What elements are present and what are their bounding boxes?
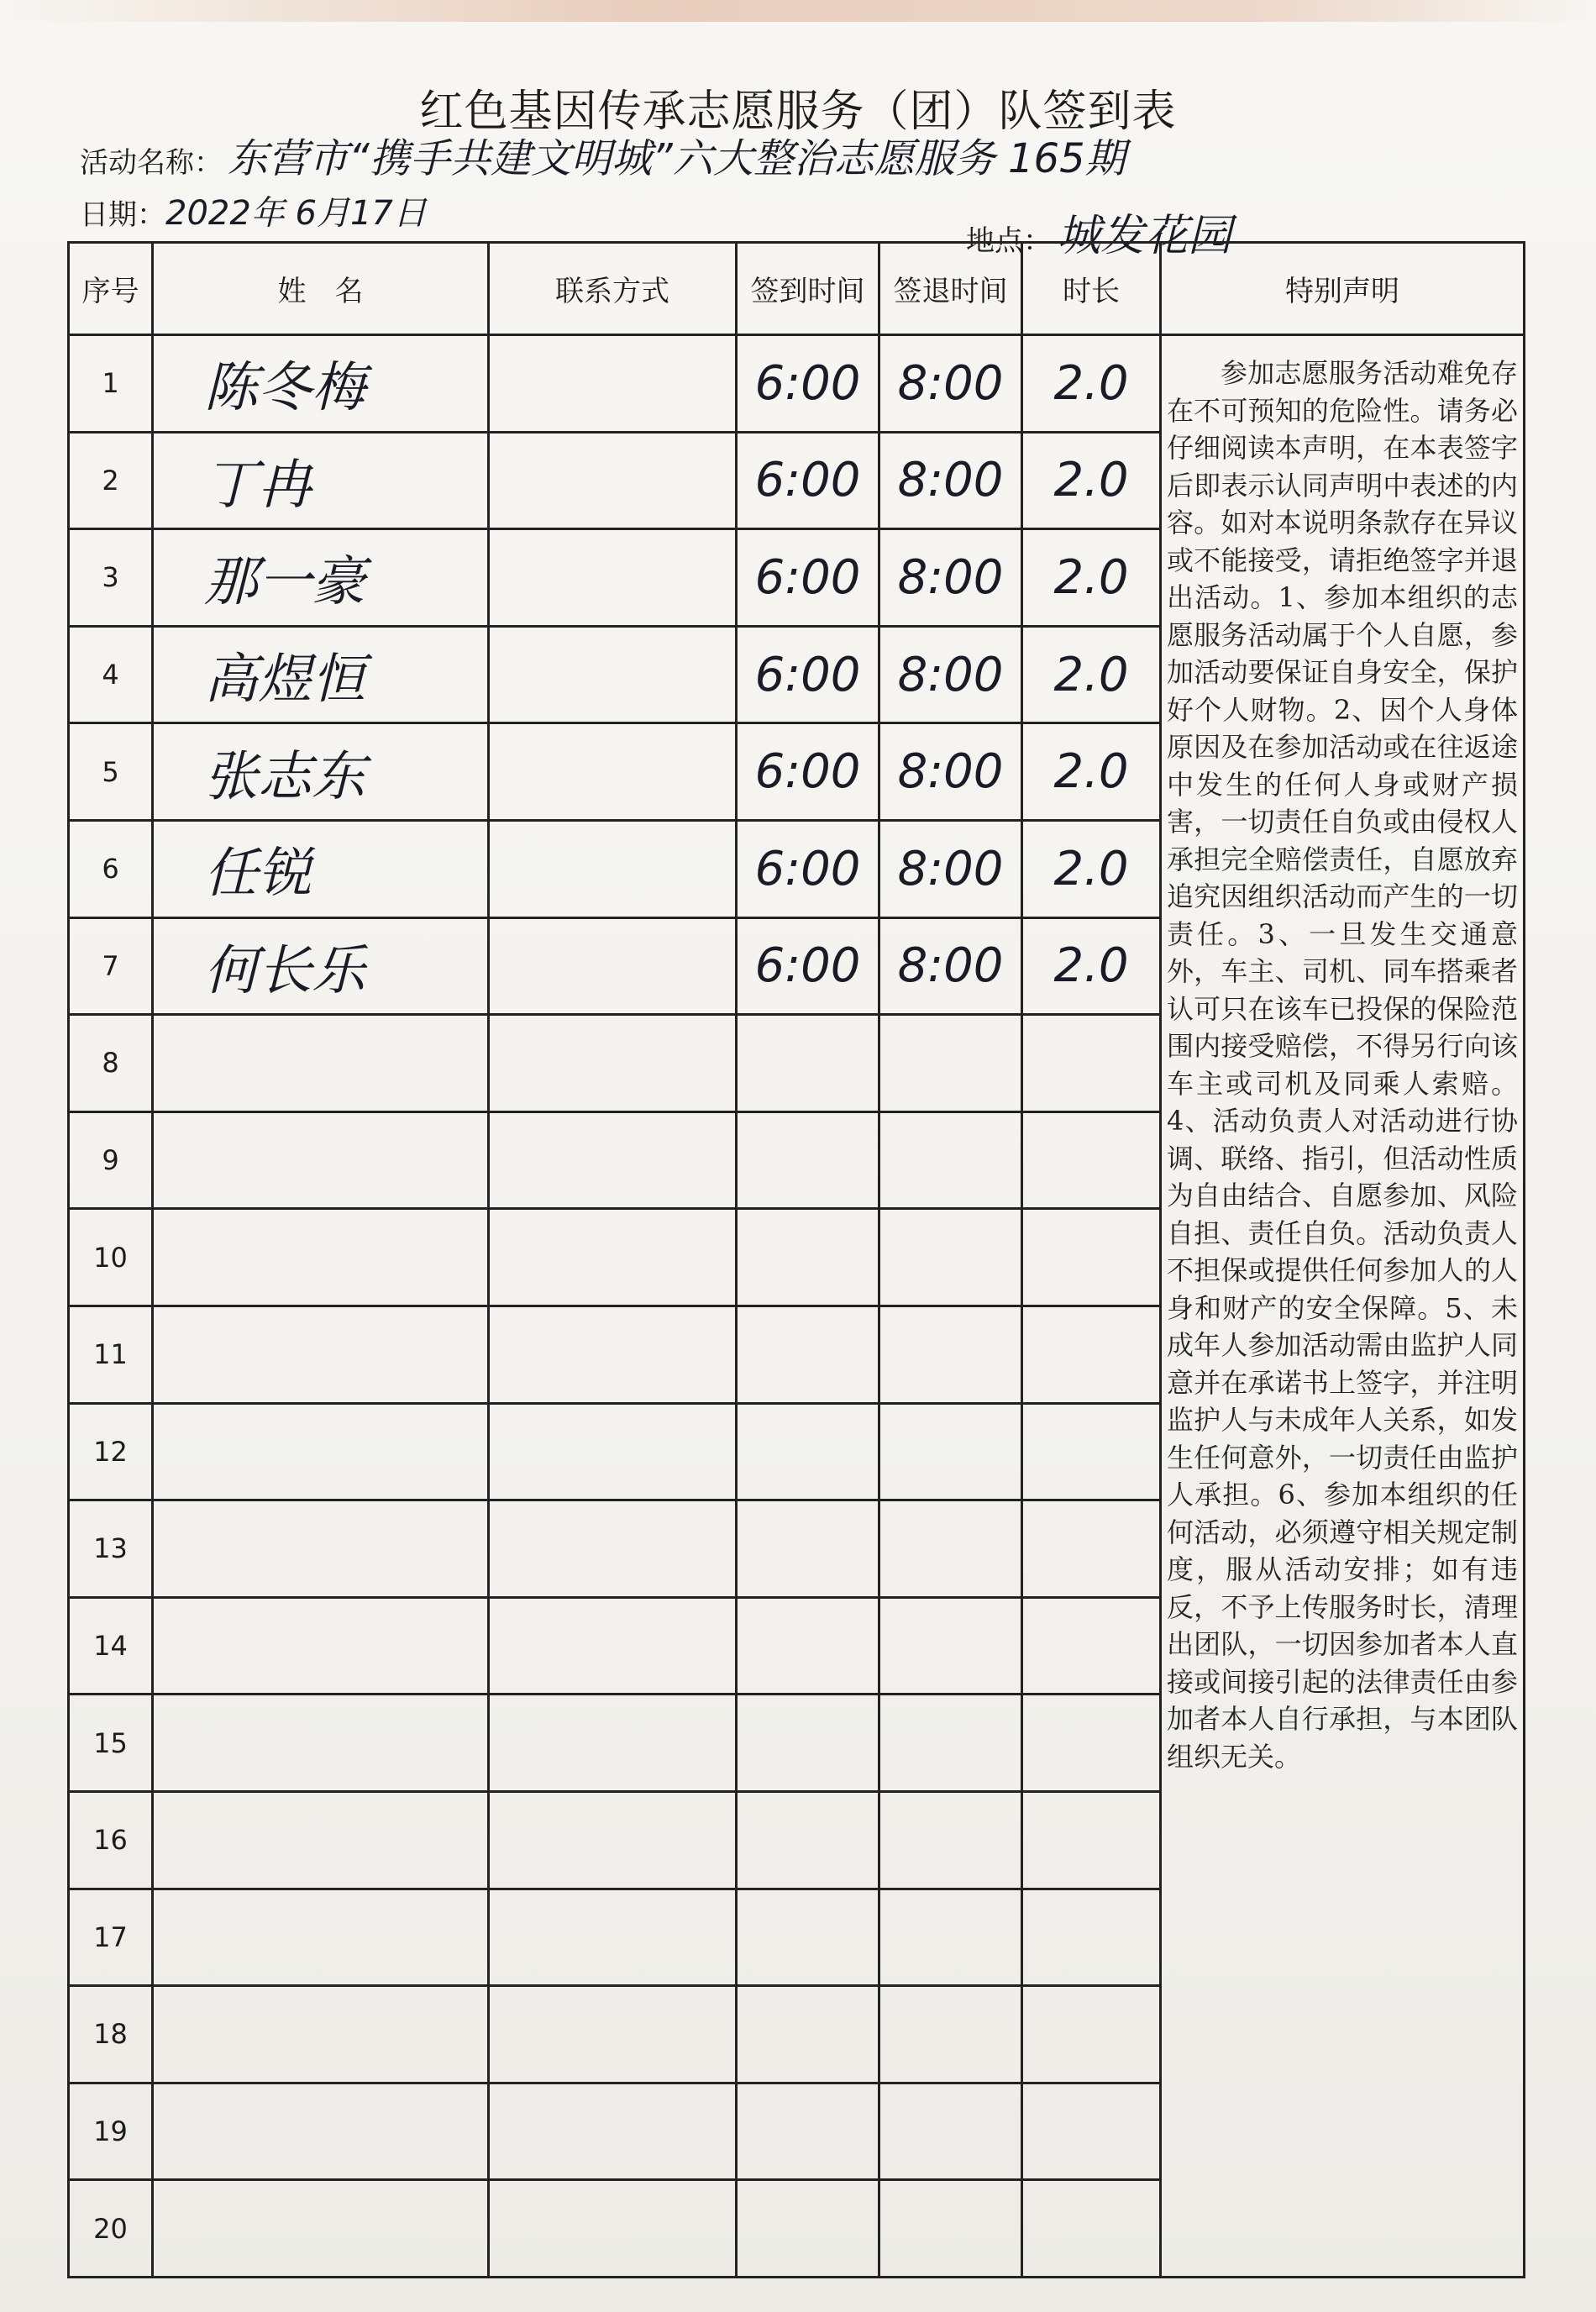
checkin-time-cell [737, 1597, 879, 1695]
duration-cell [1022, 1986, 1161, 2083]
table-header-row [69, 243, 1525, 335]
checkin-time-cell [737, 1889, 879, 1986]
row-index: 20 [69, 2180, 153, 2278]
row-index: 11 [69, 1306, 153, 1403]
row-index: 1 [69, 335, 153, 433]
contact-cell [489, 432, 737, 529]
checkin-time-cell [737, 1403, 879, 1500]
paper-edge-stain [0, 0, 1596, 22]
activity-label: 活动名称： [80, 146, 223, 180]
checkout-time-cell [879, 1597, 1022, 1695]
header-checkin: 签到时间 [737, 243, 879, 335]
duration-cell [1022, 1403, 1161, 1500]
duration-cell: 2.0 [1022, 723, 1161, 821]
checkout-time-cell [879, 1986, 1022, 2083]
signature-cell: 张志东 [153, 723, 489, 821]
checkin-time-cell [737, 1111, 879, 1209]
special-declaration [1161, 335, 1525, 2278]
signature-cell [153, 2180, 489, 2278]
signature-cell [153, 1306, 489, 1403]
row-index: 3 [69, 529, 153, 627]
page-title: 红色基因传承志愿服务（团）队签到表 [419, 87, 1177, 137]
signature-cell: 丁冉 [153, 432, 489, 529]
signature-cell: 那一豪 [153, 529, 489, 627]
table-row [69, 335, 1525, 433]
checkout-time-cell [879, 1015, 1022, 1112]
duration-cell: 2.0 [1022, 529, 1161, 627]
row-index: 7 [69, 917, 153, 1015]
contact-cell [489, 1209, 737, 1306]
checkin-time-cell: 6:00 [737, 917, 879, 1015]
duration-cell [1022, 2180, 1161, 2278]
contact-cell [489, 1791, 737, 1889]
duration-cell [1022, 1209, 1161, 1306]
activity-value: 东营市“携手共建文明城”六大整治志愿服务 165期 [228, 135, 1126, 182]
contact-cell [489, 1403, 737, 1500]
header-index: 序号 [69, 243, 153, 335]
declaration-text: 参加志愿服务活动难免存在不可预知的危险性。请务必仔细阅读本声明，在本表签字后即表示认同声明中表述的内容。如对本说明条款存在异议或不能接受，请拒绝签字并退出活动。1、参加本组织的志愿服务活动属于个人自愿，参加活动要保证自身安全，保护好个人财物。2、因个人身体原因及在参加活动或在往返途中发生的任何人身或财产损害，一切责任自负或由侵权人承担完全赔偿责任，自愿放弃追究因组织活动而产生的一切责任。3、一旦发生交通意外，车主、司机、同车搭乘者认可只在该车已投保的保险范围内接受赔偿，不得另行向该车主或司机及同乘人索赔。4、活动负责人对活动进行协调、联络、指引，但活动性质为自由结合、自愿参加、风险自担、责任自负。活动负责人不担保或提供任何参加人的人身和财产的安全保障。5、未成年人参加活动需由监护人同意并在承诺书上签字，并注明监护人与未成年人关系，如发生任何意外，一切责任由监护人承担。6、参加本组织的任何活动，必须遵守相关规定制度，服从活动安排；如有违反，不予上传服务时长，清理出团队，一切因参加者本人直接或间接引起的法律责任由参加者本人自行承担，与本团队组织无关。 [1167, 357, 1518, 1773]
signature-cell [153, 1986, 489, 2083]
activity-line [80, 126, 1126, 184]
contact-cell [489, 1306, 737, 1403]
row-index: 15 [69, 1695, 153, 1792]
duration-cell [1022, 1015, 1161, 1112]
contact-cell [489, 335, 737, 433]
contact-cell [489, 1015, 737, 1112]
checkin-time-cell [737, 1791, 879, 1889]
checkin-time-cell [737, 2180, 879, 2278]
checkout-time-cell: 8:00 [879, 432, 1022, 529]
checkin-time-cell [737, 1209, 879, 1306]
row-index: 12 [69, 1403, 153, 1500]
checkin-time-cell [737, 1695, 879, 1792]
row-index: 13 [69, 1500, 153, 1598]
location-value: 城发花园 [1057, 211, 1232, 261]
row-index: 9 [69, 1111, 153, 1209]
contact-cell [489, 1986, 737, 2083]
signature-cell [153, 1597, 489, 1695]
row-index: 18 [69, 1986, 153, 2083]
checkout-time-cell [879, 1306, 1022, 1403]
row-index: 10 [69, 1209, 153, 1306]
signature-cell [153, 1015, 489, 1112]
checkin-time-cell: 6:00 [737, 820, 879, 917]
checkin-time-cell: 6:00 [737, 626, 879, 723]
signature-cell [153, 1791, 489, 1889]
checkin-time-cell [737, 1500, 879, 1598]
contact-cell [489, 723, 737, 821]
row-index: 4 [69, 626, 153, 723]
contact-cell [489, 626, 737, 723]
checkout-time-cell [879, 2083, 1022, 2180]
row-index: 16 [69, 1791, 153, 1889]
duration-cell: 2.0 [1022, 432, 1161, 529]
checkout-time-cell: 8:00 [879, 529, 1022, 627]
duration-cell [1022, 1791, 1161, 1889]
checkin-time-cell: 6:00 [737, 529, 879, 627]
sign-in-table [67, 241, 1525, 2278]
contact-cell [489, 529, 737, 627]
duration-cell [1022, 1597, 1161, 1695]
signature-cell [153, 2083, 489, 2180]
duration-cell [1022, 2083, 1161, 2180]
date-value: 2022年 6月17日 [165, 194, 427, 233]
signature-cell [153, 1889, 489, 1986]
location-label: 地点： [966, 224, 1052, 258]
checkout-time-cell [879, 1791, 1022, 1889]
header-name: 姓 名 [153, 243, 489, 335]
signature-cell: 何长乐 [153, 917, 489, 1015]
checkout-time-cell [879, 1695, 1022, 1792]
signature-cell [153, 1500, 489, 1598]
signature-cell: 任锐 [153, 820, 489, 917]
checkout-time-cell: 8:00 [879, 820, 1022, 917]
contact-cell [489, 1597, 737, 1695]
duration-cell [1022, 1500, 1161, 1598]
header-checkout: 签退时间 [879, 243, 1022, 335]
signature-cell: 高煜恒 [153, 626, 489, 723]
contact-cell [489, 1889, 737, 1986]
signature-cell: 陈冬梅 [153, 335, 489, 433]
checkout-time-cell: 8:00 [879, 335, 1022, 433]
row-index: 5 [69, 723, 153, 821]
checkout-time-cell [879, 1209, 1022, 1306]
row-index: 17 [69, 1889, 153, 1986]
checkout-time-cell [879, 1111, 1022, 1209]
signature-cell [153, 1209, 489, 1306]
header-duration: 时长 [1022, 243, 1161, 335]
checkin-time-cell: 6:00 [737, 432, 879, 529]
header-contact: 联系方式 [489, 243, 737, 335]
date-label: 日期： [80, 198, 165, 232]
row-index: 14 [69, 1597, 153, 1695]
contact-cell [489, 1500, 737, 1598]
row-index: 6 [69, 820, 153, 917]
duration-cell: 2.0 [1022, 335, 1161, 433]
checkout-time-cell [879, 1500, 1022, 1598]
signature-cell [153, 1695, 489, 1792]
checkout-time-cell [879, 2180, 1022, 2278]
duration-cell: 2.0 [1022, 917, 1161, 1015]
checkout-time-cell: 8:00 [879, 723, 1022, 821]
checkout-time-cell [879, 1403, 1022, 1500]
row-index: 19 [69, 2083, 153, 2180]
duration-cell: 2.0 [1022, 820, 1161, 917]
contact-cell [489, 1111, 737, 1209]
row-index: 2 [69, 432, 153, 529]
checkin-time-cell [737, 1306, 879, 1403]
contact-cell [489, 2180, 737, 2278]
checkout-time-cell: 8:00 [879, 626, 1022, 723]
duration-cell [1022, 1695, 1161, 1792]
contact-cell [489, 2083, 737, 2180]
contact-cell [489, 820, 737, 917]
date-line [80, 187, 427, 234]
checkin-time-cell: 6:00 [737, 335, 879, 433]
checkout-time-cell [879, 1889, 1022, 1986]
signature-cell [153, 1111, 489, 1209]
checkin-time-cell [737, 1986, 879, 2083]
contact-cell [489, 1695, 737, 1792]
duration-cell [1022, 1111, 1161, 1209]
duration-cell [1022, 1889, 1161, 1986]
checkin-time-cell: 6:00 [737, 723, 879, 821]
checkin-time-cell [737, 2083, 879, 2180]
checkin-time-cell [737, 1015, 879, 1112]
contact-cell [489, 917, 737, 1015]
header-declaration: 特别声明 [1161, 243, 1525, 335]
duration-cell [1022, 1306, 1161, 1403]
signature-cell [153, 1403, 489, 1500]
duration-cell: 2.0 [1022, 626, 1161, 723]
row-index: 8 [69, 1015, 153, 1112]
checkout-time-cell: 8:00 [879, 917, 1022, 1015]
